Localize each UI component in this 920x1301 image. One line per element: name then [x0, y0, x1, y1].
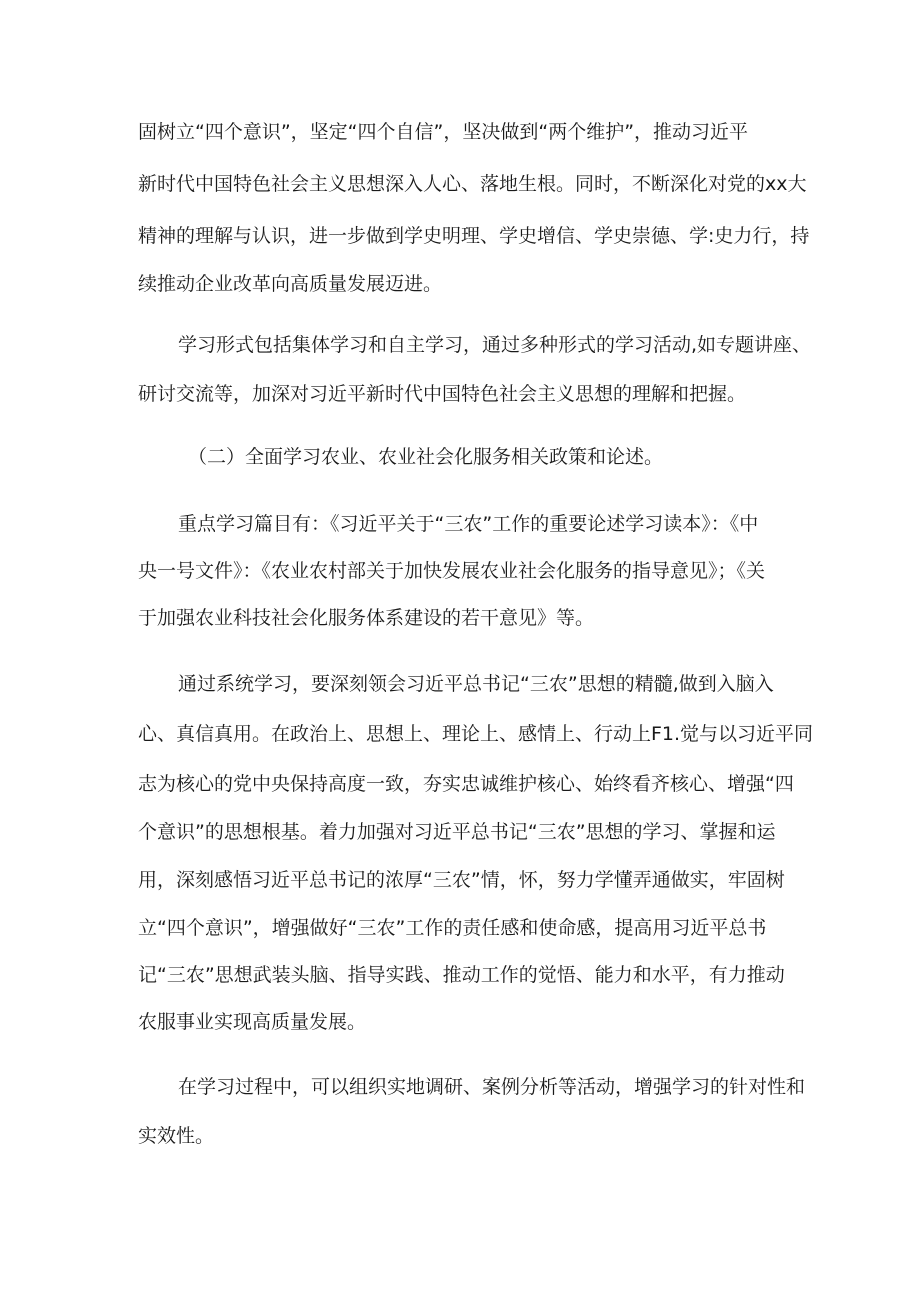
paragraph-line: 央一号文件》：《农业农村部关于加快发展农业社会化服务的指导意见》；《关	[138, 560, 766, 582]
paragraph-line: 个意识”的思想根基。着力加强对习近平总书记“三农”思想的学习、掌握和运	[138, 821, 776, 843]
paragraph-line: 用，深刻感悟习近平总书记的浓厚“三农”情，怀，努力学懂弄通做实，牢固树	[138, 869, 785, 891]
paragraph-line: 固树立“四个意识”，坚定“四个自信”，坚决做到“两个维护”，推动习近平	[138, 121, 749, 143]
paragraph-line: 精神的理解与认识，进一步做到学史明理、学史增信、学史崇德、学:史力行，持	[138, 225, 810, 247]
paragraph-line: 通过系统学习，要深刻领会习近平总书记“三农”思想的精髓,做到入脑入	[178, 673, 774, 695]
paragraph-line: 续推动企业改革向高质量发展迈进。	[138, 273, 443, 295]
paragraph-line: 新时代中国特色社会主义思想深入人心、落地生根。同时，不断深化对党的xx大	[138, 173, 807, 195]
paragraph-line: 学习形式包括集体学习和自主学习，通过多种形式的学习活动,如专题讲座、	[178, 334, 812, 356]
paragraph-line: 农服事业实现高质量发展。	[138, 1011, 367, 1033]
paragraph-line: 研讨交流等，加深对习近平新时代中国特色社会主义思想的理解和把握。	[138, 383, 747, 405]
paragraph-line: 实效性。	[138, 1125, 215, 1147]
section-heading: （二）全面学习农业、农业社会化服务相关政策和论述。	[188, 446, 664, 468]
paragraph-line: 重点学习篇目有：《习近平关于“三农”工作的重要论述学习读本》：《中	[178, 513, 759, 535]
paragraph-line: 志为核心的党中央保持高度一致，夯实忠诚维护核心、始终看齐核心、增强“四	[138, 773, 794, 795]
paragraph-line: 于加强农业科技社会化服务体系建设的若干意见》等。	[138, 607, 595, 629]
paragraph-line: 记“三农”思想武装头脑、指导实践、推动工作的觉悟、能力和水平，有力推动	[138, 964, 785, 986]
paragraph-line: 心、真信真用。在政治上、思想上、理论上、感情上、行动上F1.觉与以习近平同	[138, 723, 814, 745]
paragraph-line: 在学习过程中，可以组织实地调研、案例分析等活动，增强学习的针对性和	[178, 1076, 806, 1098]
paragraph-line: 立“四个意识”，增强做好“三农”工作的责任感和使命感，提高用习近平总书	[138, 917, 767, 939]
